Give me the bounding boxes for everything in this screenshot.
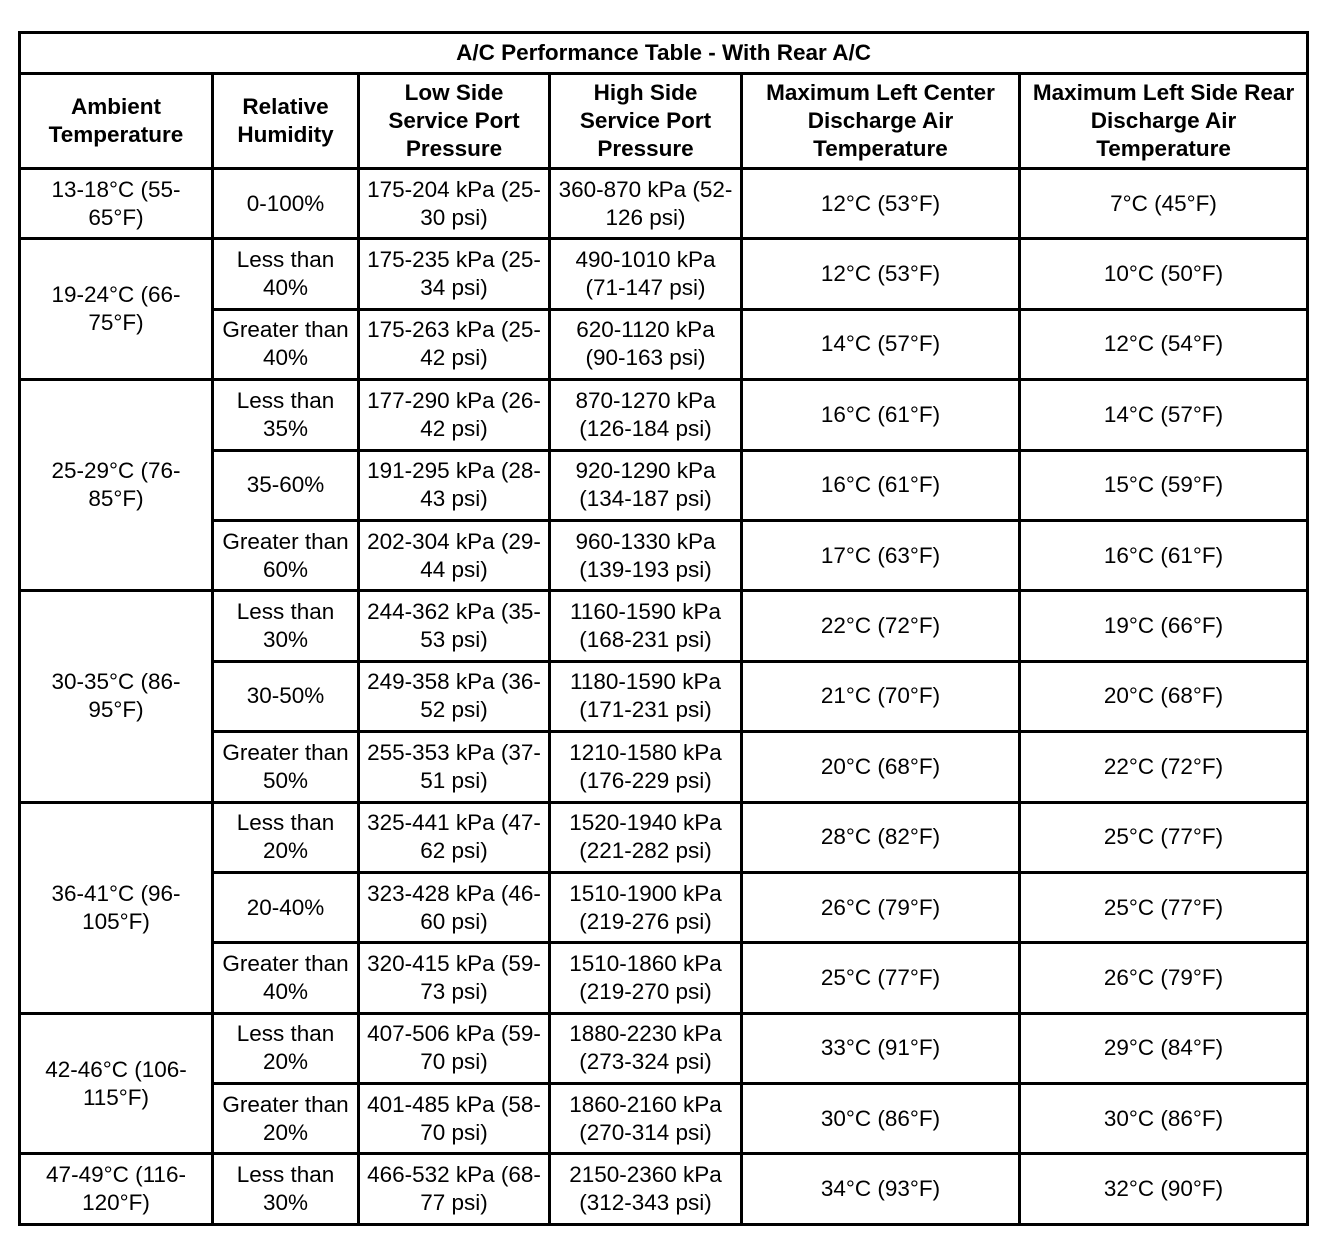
rear-discharge-temp-cell: 30°C (86°F) [1020,1084,1308,1154]
header-center-discharge-temp: Maximum Left Center Discharge Air Temperature [742,74,1020,169]
low-side-pressure-cell: 244-362 kPa (35-53 psi) [359,591,550,661]
relative-humidity-cell: Greater than 50% [213,732,359,802]
relative-humidity-cell: Greater than 60% [213,520,359,590]
table-row [20,169,1308,239]
rear-discharge-temp-cell: 12°C (54°F) [1020,309,1308,379]
high-side-pressure-cell: 1520-1940 kPa (221-282 psi) [550,802,742,872]
relative-humidity-cell: 0-100% [213,169,359,239]
table-row [20,1084,1308,1154]
center-discharge-temp-cell: 25°C (77°F) [742,943,1020,1013]
low-side-pressure-cell: 175-263 kPa (25-42 psi) [359,309,550,379]
high-side-pressure-cell: 870-1270 kPa (126-184 psi) [550,380,742,450]
low-side-pressure-cell: 407-506 kPa (59-70 psi) [359,1013,550,1083]
rear-discharge-temp-cell: 32°C (90°F) [1020,1154,1308,1225]
high-side-pressure-cell: 1860-2160 kPa (270-314 psi) [550,1084,742,1154]
relative-humidity-cell: 20-40% [213,872,359,942]
ambient-temperature-cell: 13-18°C (55-65°F) [20,169,213,239]
center-discharge-temp-cell: 33°C (91°F) [742,1013,1020,1083]
center-discharge-temp-cell: 30°C (86°F) [742,1084,1020,1154]
ambient-temperature-cell: 30-35°C (86-95°F) [20,591,213,802]
relative-humidity-cell: Less than 20% [213,802,359,872]
header-ambient-temperature: Ambient Temperature [20,74,213,169]
low-side-pressure-cell: 323-428 kPa (46-60 psi) [359,872,550,942]
rear-discharge-temp-cell: 25°C (77°F) [1020,872,1308,942]
center-discharge-temp-cell: 16°C (61°F) [742,380,1020,450]
low-side-pressure-cell: 320-415 kPa (59-73 psi) [359,943,550,1013]
high-side-pressure-cell: 360-870 kPa (52-126 psi) [550,169,742,239]
table-row [20,872,1308,942]
ambient-temperature-cell: 42-46°C (106-115°F) [20,1013,213,1154]
rear-discharge-temp-cell: 10°C (50°F) [1020,239,1308,309]
high-side-pressure-cell: 960-1330 kPa (139-193 psi) [550,520,742,590]
rear-discharge-temp-cell: 14°C (57°F) [1020,380,1308,450]
center-discharge-temp-cell: 28°C (82°F) [742,802,1020,872]
table-row [20,661,1308,731]
relative-humidity-cell: 35-60% [213,450,359,520]
center-discharge-temp-cell: 34°C (93°F) [742,1154,1020,1225]
table-row [20,591,1308,661]
rear-discharge-temp-cell: 16°C (61°F) [1020,520,1308,590]
high-side-pressure-cell: 1880-2230 kPa (273-324 psi) [550,1013,742,1083]
high-side-pressure-cell: 1510-1900 kPa (219-276 psi) [550,872,742,942]
low-side-pressure-cell: 249-358 kPa (36-52 psi) [359,661,550,731]
table-row [20,520,1308,590]
low-side-pressure-cell: 175-235 kPa (25-34 psi) [359,239,550,309]
relative-humidity-cell: Greater than 40% [213,309,359,379]
low-side-pressure-cell: 175-204 kPa (25-30 psi) [359,169,550,239]
low-side-pressure-cell: 466-532 kPa (68-77 psi) [359,1154,550,1225]
table-row [20,1013,1308,1083]
rear-discharge-temp-cell: 22°C (72°F) [1020,732,1308,802]
center-discharge-temp-cell: 20°C (68°F) [742,732,1020,802]
rear-discharge-temp-cell: 25°C (77°F) [1020,802,1308,872]
table-body [20,169,1308,1225]
low-side-pressure-cell: 401-485 kPa (58-70 psi) [359,1084,550,1154]
rear-discharge-temp-cell: 15°C (59°F) [1020,450,1308,520]
ac-performance-table [18,31,1309,1226]
high-side-pressure-cell: 1510-1860 kPa (219-270 psi) [550,943,742,1013]
rear-discharge-temp-cell: 26°C (79°F) [1020,943,1308,1013]
table-row [20,239,1308,309]
center-discharge-temp-cell: 16°C (61°F) [742,450,1020,520]
center-discharge-temp-cell: 22°C (72°F) [742,591,1020,661]
center-discharge-temp-cell: 12°C (53°F) [742,239,1020,309]
header-low-side-pressure: Low Side Service Port Pressure [359,74,550,169]
table-row [20,732,1308,802]
table-row [20,380,1308,450]
low-side-pressure-cell: 325-441 kPa (47-62 psi) [359,802,550,872]
table-row [20,802,1308,872]
rear-discharge-temp-cell: 29°C (84°F) [1020,1013,1308,1083]
table-row [20,309,1308,379]
relative-humidity-cell: Less than 30% [213,1154,359,1225]
header-rear-discharge-temp: Maximum Left Side Rear Discharge Air Temperature [1020,74,1308,169]
header-high-side-pressure: High Side Service Port Pressure [550,74,742,169]
table-title: A/C Performance Table - With Rear A/C [20,33,1308,74]
center-discharge-temp-cell: 17°C (63°F) [742,520,1020,590]
high-side-pressure-cell: 490-1010 kPa (71-147 psi) [550,239,742,309]
low-side-pressure-cell: 255-353 kPa (37-51 psi) [359,732,550,802]
rear-discharge-temp-cell: 19°C (66°F) [1020,591,1308,661]
low-side-pressure-cell: 202-304 kPa (29-44 psi) [359,520,550,590]
ambient-temperature-cell: 25-29°C (76-85°F) [20,380,213,591]
ambient-temperature-cell: 36-41°C (96-105°F) [20,802,213,1013]
rear-discharge-temp-cell: 7°C (45°F) [1020,169,1308,239]
high-side-pressure-cell: 2150-2360 kPa (312-343 psi) [550,1154,742,1225]
relative-humidity-cell: Greater than 20% [213,1084,359,1154]
high-side-pressure-cell: 920-1290 kPa (134-187 psi) [550,450,742,520]
high-side-pressure-cell: 620-1120 kPa (90-163 psi) [550,309,742,379]
relative-humidity-cell: Less than 30% [213,591,359,661]
table-row [20,450,1308,520]
relative-humidity-cell: Less than 40% [213,239,359,309]
header-relative-humidity: Relative Humidity [213,74,359,169]
high-side-pressure-cell: 1160-1590 kPa (168-231 psi) [550,591,742,661]
relative-humidity-cell: Greater than 40% [213,943,359,1013]
center-discharge-temp-cell: 26°C (79°F) [742,872,1020,942]
center-discharge-temp-cell: 14°C (57°F) [742,309,1020,379]
table-row [20,943,1308,1013]
relative-humidity-cell: 30-50% [213,661,359,731]
ambient-temperature-cell: 19-24°C (66-75°F) [20,239,213,380]
high-side-pressure-cell: 1180-1590 kPa (171-231 psi) [550,661,742,731]
header-row [20,74,1308,169]
high-side-pressure-cell: 1210-1580 kPa (176-229 psi) [550,732,742,802]
low-side-pressure-cell: 191-295 kPa (28-43 psi) [359,450,550,520]
low-side-pressure-cell: 177-290 kPa (26-42 psi) [359,380,550,450]
relative-humidity-cell: Less than 20% [213,1013,359,1083]
relative-humidity-cell: Less than 35% [213,380,359,450]
center-discharge-temp-cell: 21°C (70°F) [742,661,1020,731]
rear-discharge-temp-cell: 20°C (68°F) [1020,661,1308,731]
table-row [20,1154,1308,1225]
center-discharge-temp-cell: 12°C (53°F) [742,169,1020,239]
ambient-temperature-cell: 47-49°C (116-120°F) [20,1154,213,1225]
